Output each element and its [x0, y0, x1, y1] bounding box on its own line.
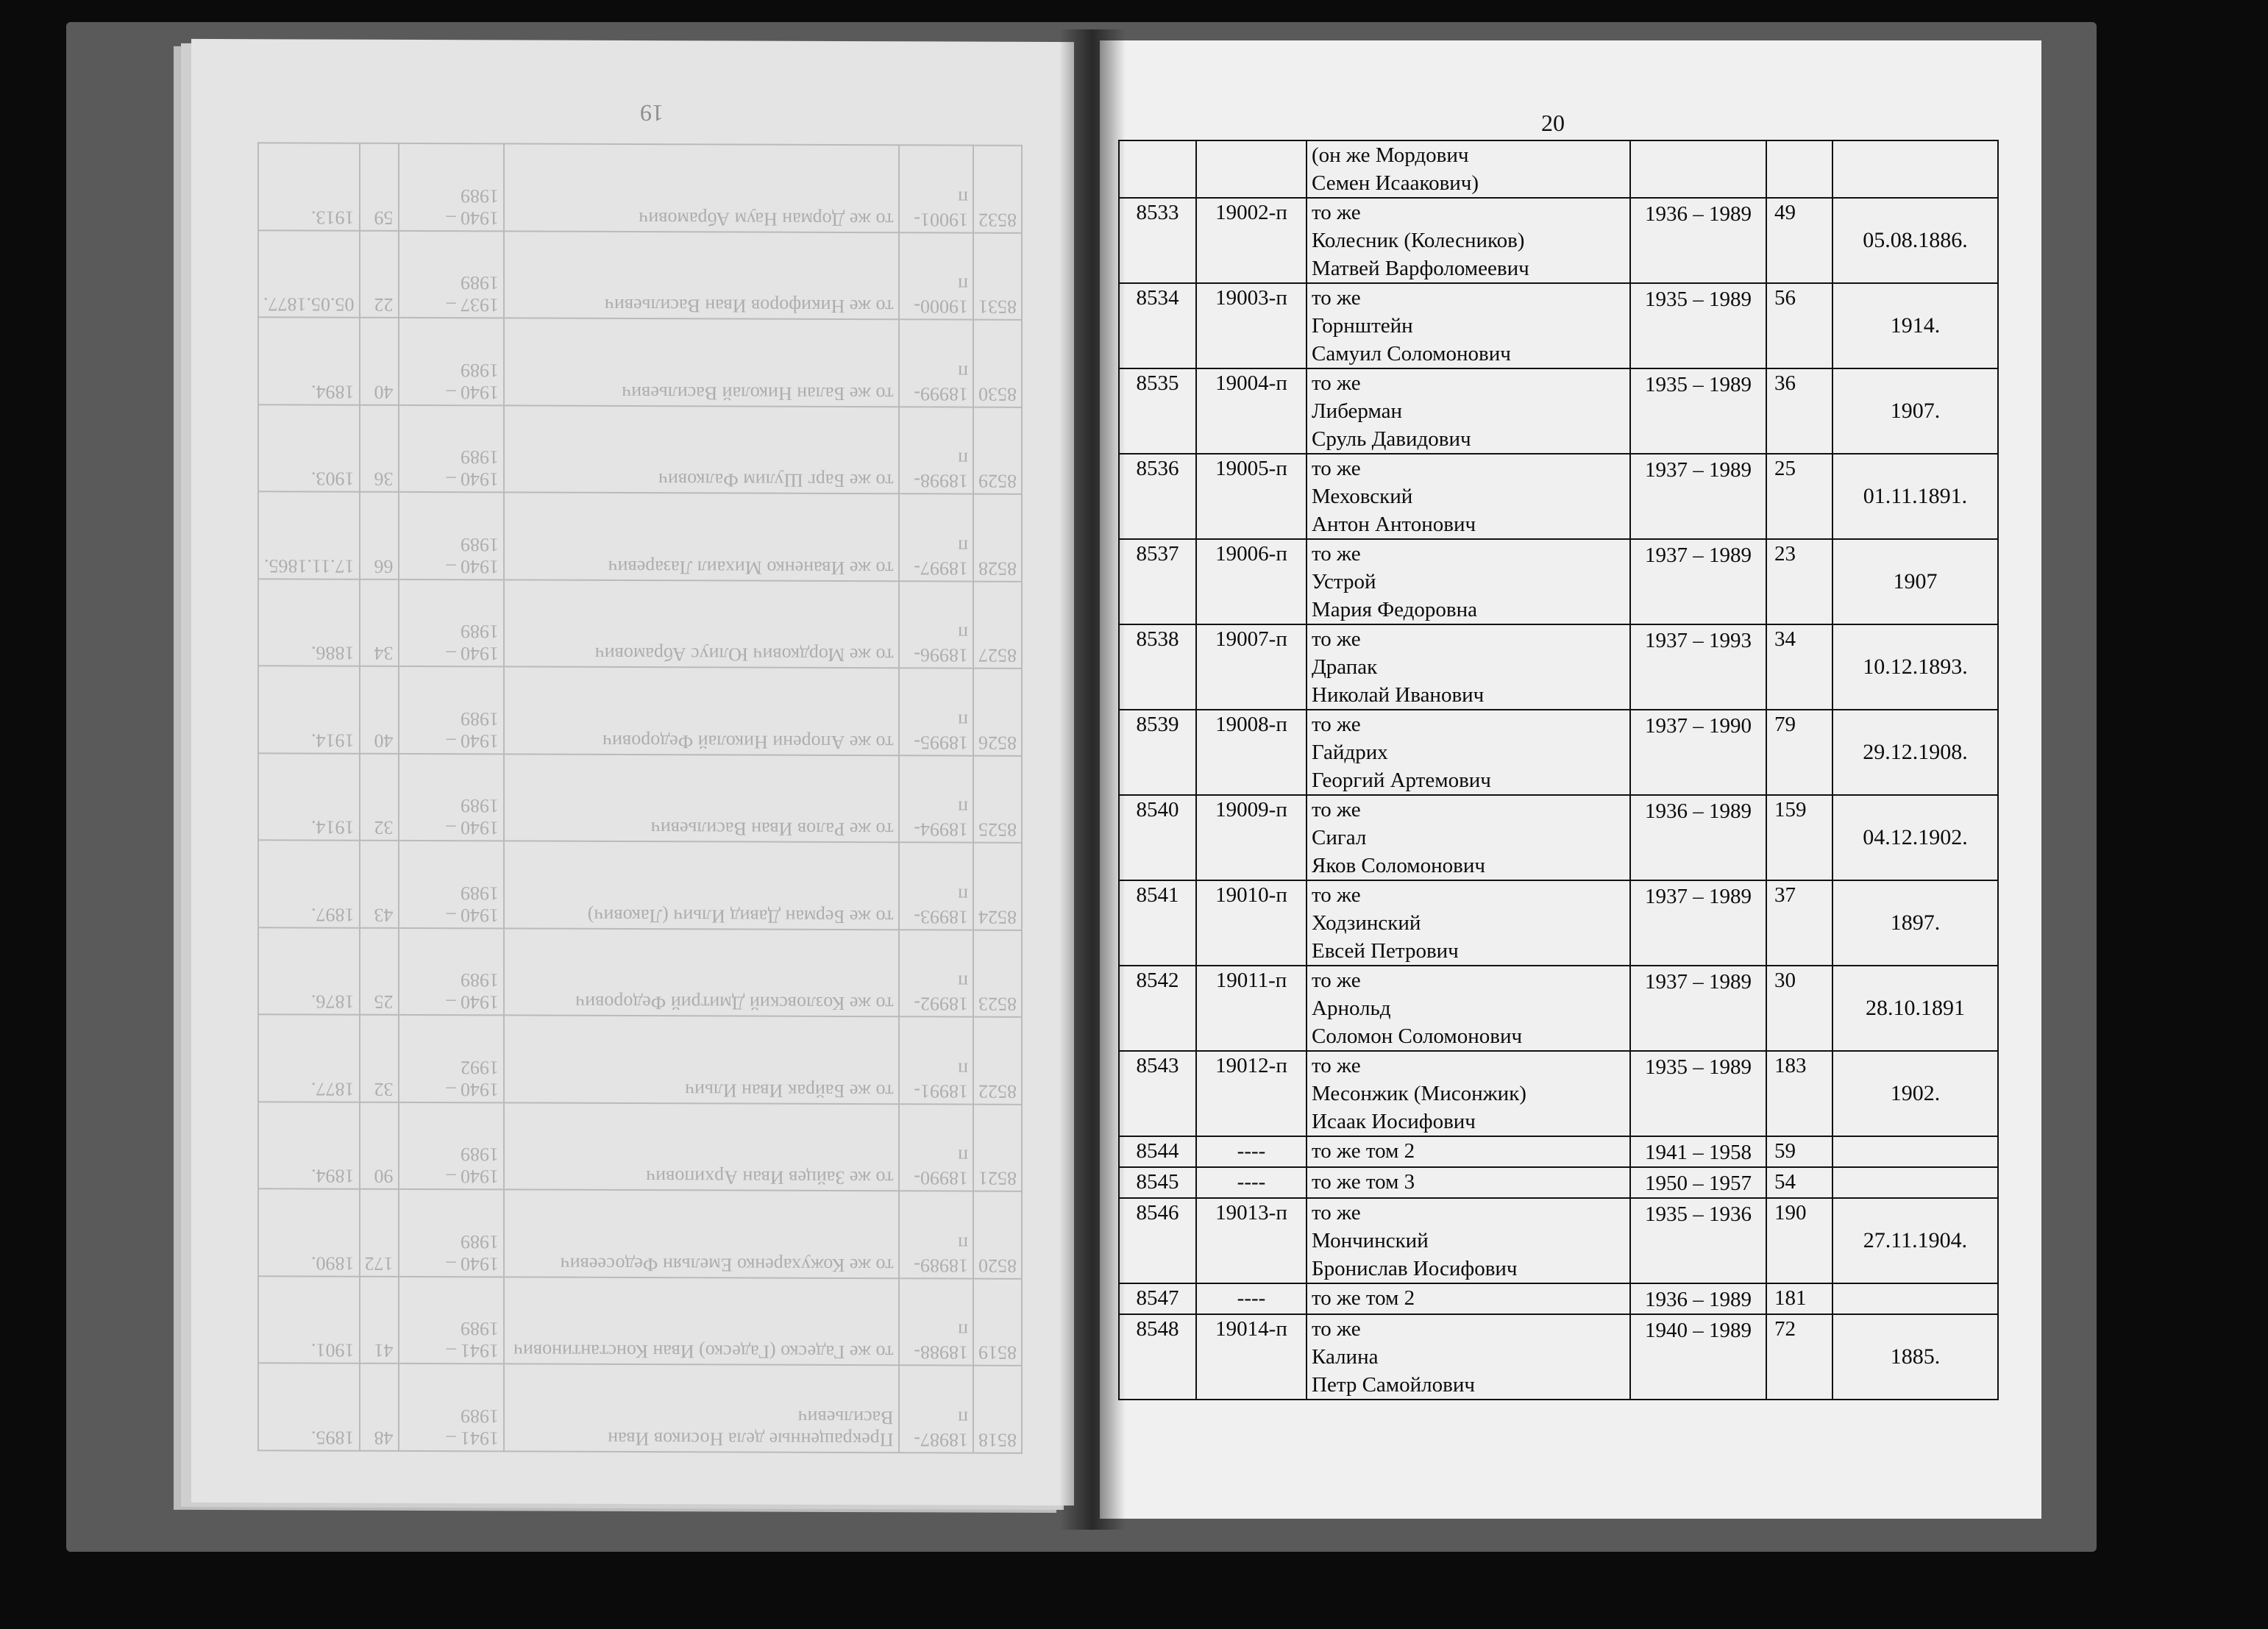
case-title-line: то же	[1312, 1054, 1361, 1077]
case-title-cell	[1307, 795, 1630, 880]
ghost-cell-num: 8529	[973, 407, 1022, 494]
case-title-line: то же	[1312, 969, 1361, 992]
ghost-cell-date: 1914.	[258, 753, 360, 841]
register-table	[1118, 140, 1999, 1400]
inventory-number-cell: 8543	[1119, 1051, 1196, 1136]
date-range-cell: 1937 – 1990	[1630, 710, 1766, 795]
ghost-cell-years: 1940 – 1989	[399, 1189, 504, 1277]
date-range-cell: 1950 – 1957	[1630, 1167, 1766, 1198]
ghost-row	[258, 404, 1022, 494]
table-row	[1119, 539, 1998, 624]
birth-date-cell: 28.10.1891	[1832, 966, 1998, 1051]
sheet-count-cell: 59	[1766, 1136, 1832, 1167]
case-title-line: Бронислав Иосифович	[1312, 1257, 1518, 1280]
table-row	[1119, 1136, 1998, 1167]
date-range-cell: 1936 – 1989	[1630, 1283, 1766, 1314]
inventory-number-cell: 8539	[1119, 710, 1196, 795]
case-title-line: Месонжик (Мисонжик)	[1312, 1082, 1526, 1105]
birth-date-cell: 10.12.1893.	[1832, 624, 1998, 710]
ghost-cell-years: 1940 – 1989	[399, 405, 504, 493]
case-number-cell: 19002-п	[1196, 198, 1307, 283]
ghost-cell-date: 1894.	[258, 317, 360, 404]
case-title-line: Георгий Артемович	[1312, 769, 1491, 792]
sheet-count-cell: 56	[1766, 283, 1832, 368]
case-title-cell	[1307, 283, 1630, 368]
ghost-row	[258, 1276, 1022, 1366]
date-range-cell: 1937 – 1989	[1630, 880, 1766, 966]
case-title-line: Матвей Варфоломеевич	[1312, 257, 1529, 280]
table-row	[1119, 140, 1998, 198]
sheet-count-cell: 36	[1766, 368, 1832, 454]
sheet-count-cell: 49	[1766, 198, 1832, 283]
case-title-line: (он же Мордович	[1312, 143, 1469, 167]
sheet-count-cell: 190	[1766, 1198, 1832, 1283]
case-title-cell	[1307, 198, 1630, 283]
sheet-count-cell: 159	[1766, 795, 1832, 880]
ghost-row	[258, 841, 1022, 930]
table-row	[1119, 1314, 1998, 1400]
sheet-count-cell	[1766, 140, 1832, 198]
ghost-cell-qty: 40	[360, 666, 399, 754]
table-row	[1119, 795, 1998, 880]
case-title-line: Либерман	[1312, 399, 1403, 423]
case-title-cell	[1307, 539, 1630, 624]
ghost-cell-name: то же Никифоров Иван Васильевич	[504, 231, 899, 319]
birth-date-cell: 1897.	[1832, 880, 1998, 966]
case-title-line: Мончинский	[1312, 1229, 1429, 1252]
sheet-count-cell: 72	[1766, 1314, 1832, 1400]
ghost-row	[258, 1189, 1022, 1279]
inventory-number-cell: 8548	[1119, 1314, 1196, 1400]
case-title-line: Горнштейн	[1312, 314, 1413, 338]
right-page	[1100, 40, 2041, 1519]
table-row	[1119, 198, 1998, 283]
ghost-cell-name: то же Зайцев Иван Архипович	[504, 1102, 899, 1191]
table-row	[1119, 283, 1998, 368]
ghost-cell-date: 1876.	[258, 927, 360, 1015]
case-title-line: то же	[1312, 371, 1361, 395]
inventory-number-cell: 8536	[1119, 454, 1196, 539]
ghost-cell-num: 8518	[973, 1366, 1022, 1453]
ghost-cell-fund: 18996-п	[899, 581, 973, 669]
ghost-cell-years: 1940 – 1989	[399, 754, 504, 841]
ghost-cell-name: то же Берман Давид Ильич (Лакович)	[504, 841, 899, 930]
ghost-cell-years: 1940 – 1989	[399, 928, 504, 1016]
ghost-cell-num: 8520	[973, 1191, 1022, 1279]
ghost-cell-years: 1940 – 1989	[399, 666, 504, 754]
left-page-show-through	[257, 142, 1023, 1454]
sheet-count-cell: 54	[1766, 1167, 1832, 1198]
ghost-cell-years: 1940 – 1989	[399, 841, 504, 928]
case-title-cell	[1307, 966, 1630, 1051]
ghost-cell-years: 1941 – 1989	[399, 1364, 504, 1451]
case-title-line: то же	[1312, 286, 1361, 310]
birth-date-cell: 1885.	[1832, 1314, 1998, 1400]
ghost-cell-fund: 18989-п	[899, 1191, 973, 1279]
case-number-cell: 19013-п	[1196, 1198, 1307, 1283]
inventory-number-cell: 8535	[1119, 368, 1196, 454]
case-number-cell: 19007-п	[1196, 624, 1307, 710]
ghost-row	[258, 753, 1022, 843]
table-row	[1119, 880, 1998, 966]
case-title-line: Меховский	[1312, 485, 1413, 508]
inventory-number-cell: 8544	[1119, 1136, 1196, 1167]
case-title-line: Ходзинский	[1312, 911, 1421, 935]
case-title-line: Николай Иванович	[1312, 683, 1485, 707]
case-number-cell: 19003-п	[1196, 283, 1307, 368]
ghost-cell-date: 1901.	[258, 1276, 360, 1364]
case-title-line: то же	[1312, 542, 1361, 566]
case-title-line: Яков Соломонович	[1312, 854, 1485, 877]
date-range-cell: 1935 – 1989	[1630, 283, 1766, 368]
ghost-cell-fund: 19001-п	[899, 145, 973, 232]
case-title-line: Гайдрих	[1312, 741, 1388, 764]
case-title-line: то же	[1312, 883, 1361, 907]
case-title-line: то же	[1312, 201, 1361, 224]
ghost-row	[258, 230, 1022, 320]
birth-date-cell: 1907	[1832, 539, 1998, 624]
birth-date-cell: 27.11.1904.	[1832, 1198, 1998, 1283]
ghost-row	[258, 317, 1022, 407]
table-row	[1119, 1167, 1998, 1198]
ghost-cell-date: 1877.	[258, 1015, 360, 1102]
table-row	[1119, 1051, 1998, 1136]
birth-date-cell: 1902.	[1832, 1051, 1998, 1136]
case-title-line: Петр Самойлович	[1312, 1373, 1475, 1397]
ghost-cell-date: 1894.	[258, 1102, 360, 1189]
ghost-cell-name: то же Балан Николай Васильевич	[504, 318, 899, 406]
ghost-cell-name: то же Кожухаренко Емельян Федосеевич	[504, 1190, 899, 1278]
birth-date-cell	[1832, 140, 1998, 198]
date-range-cell: 1936 – 1989	[1630, 198, 1766, 283]
case-title-line: Исаак Иосифович	[1312, 1110, 1476, 1133]
ghost-cell-years: 1940 – 1992	[399, 1015, 504, 1102]
case-title-line: Евсей Петрович	[1312, 939, 1459, 963]
case-title-cell	[1307, 624, 1630, 710]
ghost-cell-fund: 18999-п	[899, 319, 973, 407]
ghost-cell-name: то же Мордкович Юлиус Абрамович	[504, 580, 899, 668]
date-range-cell: 1937 – 1989	[1630, 966, 1766, 1051]
ghost-row	[258, 491, 1022, 581]
ghost-cell-num: 8532	[973, 146, 1022, 233]
case-title-line: то же том 2	[1312, 1139, 1415, 1163]
date-range-cell: 1937 – 1993	[1630, 624, 1766, 710]
ghost-row	[258, 143, 1022, 232]
table-row	[1119, 368, 1998, 454]
ghost-cell-date: 1895.	[258, 1364, 360, 1451]
inventory-number-cell: 8537	[1119, 539, 1196, 624]
date-range-cell: 1940 – 1989	[1630, 1314, 1766, 1400]
ghost-cell-num: 8525	[973, 755, 1022, 843]
ghost-cell-num: 8519	[973, 1279, 1022, 1366]
ghost-cell-name: то же Ралов Иван Васильевич	[504, 754, 899, 842]
table-row	[1119, 1198, 1998, 1283]
right-page-number: 20	[1541, 110, 1565, 136]
ghost-cell-name: то же Козловский Дмитрий Федорович	[504, 928, 899, 1016]
ghost-cell-years: 1941 – 1989	[399, 1277, 504, 1364]
case-number-cell: 19009-п	[1196, 795, 1307, 880]
case-title-line: то же	[1312, 627, 1361, 651]
table-row	[1119, 1283, 1998, 1314]
inventory-number-cell	[1119, 140, 1196, 198]
ghost-cell-qty: 32	[360, 753, 399, 841]
ghost-row	[258, 1364, 1022, 1453]
case-number-cell: ----	[1196, 1167, 1307, 1198]
ghost-cell-qty: 25	[360, 928, 399, 1016]
ghost-cell-fund: 18990-п	[899, 1104, 973, 1191]
date-range-cell: 1935 – 1989	[1630, 368, 1766, 454]
ghost-row	[258, 666, 1022, 755]
ghost-cell-date: 1913.	[258, 143, 360, 230]
date-range-cell: 1941 – 1958	[1630, 1136, 1766, 1167]
case-number-cell	[1196, 140, 1307, 198]
sheet-count-cell: 37	[1766, 880, 1832, 966]
ghost-cell-fund: 18997-п	[899, 493, 973, 581]
case-title-line: Семен Исаакович)	[1312, 171, 1479, 195]
case-title-line: Мария Федоровна	[1312, 598, 1478, 621]
case-title-line: Самуил Соломонович	[1312, 342, 1511, 366]
case-title-cell	[1307, 454, 1630, 539]
birth-date-cell	[1832, 1136, 1998, 1167]
ghost-cell-fund: 18998-п	[899, 407, 973, 494]
ghost-cell-qty: 32	[360, 1015, 399, 1102]
ghost-cell-name: то же Барг Шулим Фалкович	[504, 405, 899, 493]
ghost-cell-qty: 34	[360, 579, 399, 666]
case-title-line: Колесник (Колесников)	[1312, 229, 1525, 252]
case-title-line: Антон Антонович	[1312, 513, 1476, 536]
ghost-cell-years: 1940 – 1989	[399, 1102, 504, 1190]
inventory-number-cell: 8542	[1119, 966, 1196, 1051]
birth-date-cell	[1832, 1167, 1998, 1198]
case-number-cell: 19006-п	[1196, 539, 1307, 624]
ghost-cell-date: 1897.	[258, 841, 360, 928]
sheet-count-cell: 34	[1766, 624, 1832, 710]
birth-date-cell	[1832, 1283, 1998, 1314]
left-page	[191, 39, 1074, 1505]
ghost-cell-qty: 40	[360, 318, 399, 405]
ghost-cell-date: 1886.	[258, 579, 360, 666]
ghost-cell-name: то же Гадеско (Гадеско) Иван Константинович	[504, 1277, 899, 1365]
ghost-cell-years: 1940 – 1989	[399, 143, 504, 231]
case-number-cell: 19012-п	[1196, 1051, 1307, 1136]
table-row	[1119, 454, 1998, 539]
case-title-cell	[1307, 710, 1630, 795]
ghost-row	[258, 1015, 1022, 1105]
left-page-ghost-table	[257, 142, 1023, 1454]
ghost-cell-date: 1903.	[258, 404, 360, 492]
case-number-cell: 19008-п	[1196, 710, 1307, 795]
case-number-cell: 19004-п	[1196, 368, 1307, 454]
birth-date-cell: 1914.	[1832, 283, 1998, 368]
ghost-cell-qty: 22	[360, 230, 399, 318]
ghost-cell-years: 1937 – 1989	[399, 230, 504, 318]
ghost-cell-fund: 18993-п	[899, 843, 973, 930]
case-number-cell: 19010-п	[1196, 880, 1307, 966]
ghost-cell-num: 8524	[973, 843, 1022, 930]
case-title-line: то же	[1312, 1317, 1361, 1341]
case-title-line: Сигал	[1312, 826, 1367, 849]
sheet-count-cell: 183	[1766, 1051, 1832, 1136]
ghost-cell-years: 1940 – 1989	[399, 580, 504, 667]
case-title-line: то же	[1312, 1201, 1361, 1225]
ghost-cell-date: 17.11.1865.	[258, 491, 360, 579]
ghost-cell-num: 8527	[973, 581, 1022, 669]
inventory-number-cell: 8533	[1119, 198, 1196, 283]
left-page-number: 19	[640, 100, 664, 127]
ghost-cell-num: 8528	[973, 494, 1022, 582]
inventory-number-cell: 8541	[1119, 880, 1196, 966]
case-number-cell: 19011-п	[1196, 966, 1307, 1051]
date-range-cell	[1630, 140, 1766, 198]
ghost-cell-fund: 18992-п	[899, 930, 973, 1017]
ghost-row	[258, 927, 1022, 1017]
case-number-cell: ----	[1196, 1283, 1307, 1314]
ghost-cell-fund: 18994-п	[899, 755, 973, 843]
case-title-line: то же том 3	[1312, 1170, 1415, 1194]
birth-date-cell: 29.12.1908.	[1832, 710, 1998, 795]
case-title-line: Арнольд	[1312, 997, 1391, 1020]
inventory-number-cell: 8547	[1119, 1283, 1196, 1314]
case-title-cell	[1307, 140, 1630, 198]
case-number-cell: 19014-п	[1196, 1314, 1307, 1400]
ghost-cell-name: то же Дорман Наум Абрамович	[504, 143, 899, 232]
ghost-cell-fund: 18991-п	[899, 1017, 973, 1105]
ghost-cell-num: 8521	[973, 1104, 1022, 1191]
case-title-line: Драпак	[1312, 655, 1378, 679]
ghost-cell-name: то же Апорени Николай Федорович	[504, 667, 899, 755]
ghost-cell-qty: 59	[360, 143, 399, 231]
inventory-number-cell: 8546	[1119, 1198, 1196, 1283]
birth-date-cell: 05.08.1886.	[1832, 198, 1998, 283]
sheet-count-cell: 25	[1766, 454, 1832, 539]
ghost-cell-date: 05.05.1877.	[258, 230, 360, 318]
date-range-cell: 1935 – 1936	[1630, 1198, 1766, 1283]
case-title-line: Соломон Соломонович	[1312, 1024, 1523, 1048]
date-range-cell: 1937 – 1989	[1630, 539, 1766, 624]
inventory-number-cell: 8538	[1119, 624, 1196, 710]
inventory-number-cell: 8545	[1119, 1167, 1196, 1198]
ghost-cell-date: 1914.	[258, 666, 360, 753]
birth-date-cell: 01.11.1891.	[1832, 454, 1998, 539]
inventory-number-cell: 8540	[1119, 795, 1196, 880]
case-title-cell	[1307, 1136, 1630, 1167]
table-row	[1119, 966, 1998, 1051]
ghost-cell-num: 8530	[973, 320, 1022, 407]
case-number-cell: 19005-п	[1196, 454, 1307, 539]
ghost-cell-num: 8522	[973, 1017, 1022, 1105]
ghost-cell-qty: 41	[360, 1277, 399, 1364]
ghost-cell-num: 8526	[973, 669, 1022, 756]
date-range-cell: 1935 – 1989	[1630, 1051, 1766, 1136]
ghost-cell-years: 1940 – 1989	[399, 318, 504, 405]
ghost-cell-fund: 19000-п	[899, 232, 973, 320]
case-title-cell	[1307, 880, 1630, 966]
ghost-cell-name: Прекращенные дела Носиков Иван Васильевич	[504, 1364, 899, 1452]
case-title-line: то же	[1312, 798, 1361, 821]
sheet-count-cell: 30	[1766, 966, 1832, 1051]
case-title-line: то же том 2	[1312, 1286, 1415, 1310]
ghost-cell-qty: 43	[360, 841, 399, 928]
sheet-count-cell: 181	[1766, 1283, 1832, 1314]
ghost-cell-fund: 18987-п	[899, 1366, 973, 1453]
case-title-cell	[1307, 1198, 1630, 1283]
book-spine	[1059, 29, 1126, 1530]
ghost-cell-name: то же Иваненко Михаил Лазаревич	[504, 493, 899, 581]
ghost-cell-name: то же Байрак Иван Ильич	[504, 1016, 899, 1104]
ghost-row	[258, 1102, 1022, 1191]
ghost-cell-num: 8523	[973, 930, 1022, 1017]
case-title-line: то же	[1312, 713, 1361, 736]
case-title-cell	[1307, 1051, 1630, 1136]
ghost-cell-qty: 66	[360, 492, 399, 580]
case-title-cell	[1307, 1314, 1630, 1400]
ghost-cell-fund: 18995-п	[899, 668, 973, 755]
ghost-cell-qty: 36	[360, 404, 399, 492]
birth-date-cell: 04.12.1902.	[1832, 795, 1998, 880]
sheet-count-cell: 79	[1766, 710, 1832, 795]
ghost-cell-qty: 48	[360, 1364, 399, 1451]
case-title-line: Калина	[1312, 1345, 1379, 1369]
table-row	[1119, 710, 1998, 795]
case-title-cell	[1307, 1283, 1630, 1314]
case-title-line: то же	[1312, 457, 1361, 480]
case-title-line: Сруль Давидович	[1312, 427, 1471, 451]
birth-date-cell: 1907.	[1832, 368, 1998, 454]
ghost-row	[258, 579, 1022, 669]
ghost-cell-qty: 172	[360, 1189, 399, 1277]
date-range-cell: 1937 – 1989	[1630, 454, 1766, 539]
ghost-cell-num: 8531	[973, 232, 1022, 320]
ghost-cell-fund: 18988-п	[899, 1278, 973, 1366]
sheet-count-cell: 23	[1766, 539, 1832, 624]
case-title-cell	[1307, 1167, 1630, 1198]
inventory-number-cell: 8534	[1119, 283, 1196, 368]
table-row	[1119, 624, 1998, 710]
case-number-cell: ----	[1196, 1136, 1307, 1167]
ghost-cell-qty: 90	[360, 1102, 399, 1190]
ghost-cell-years: 1940 – 1989	[399, 492, 504, 580]
ghost-cell-date: 1890.	[258, 1189, 360, 1277]
date-range-cell: 1936 – 1989	[1630, 795, 1766, 880]
case-title-line: Устрой	[1312, 570, 1376, 594]
case-title-cell	[1307, 368, 1630, 454]
